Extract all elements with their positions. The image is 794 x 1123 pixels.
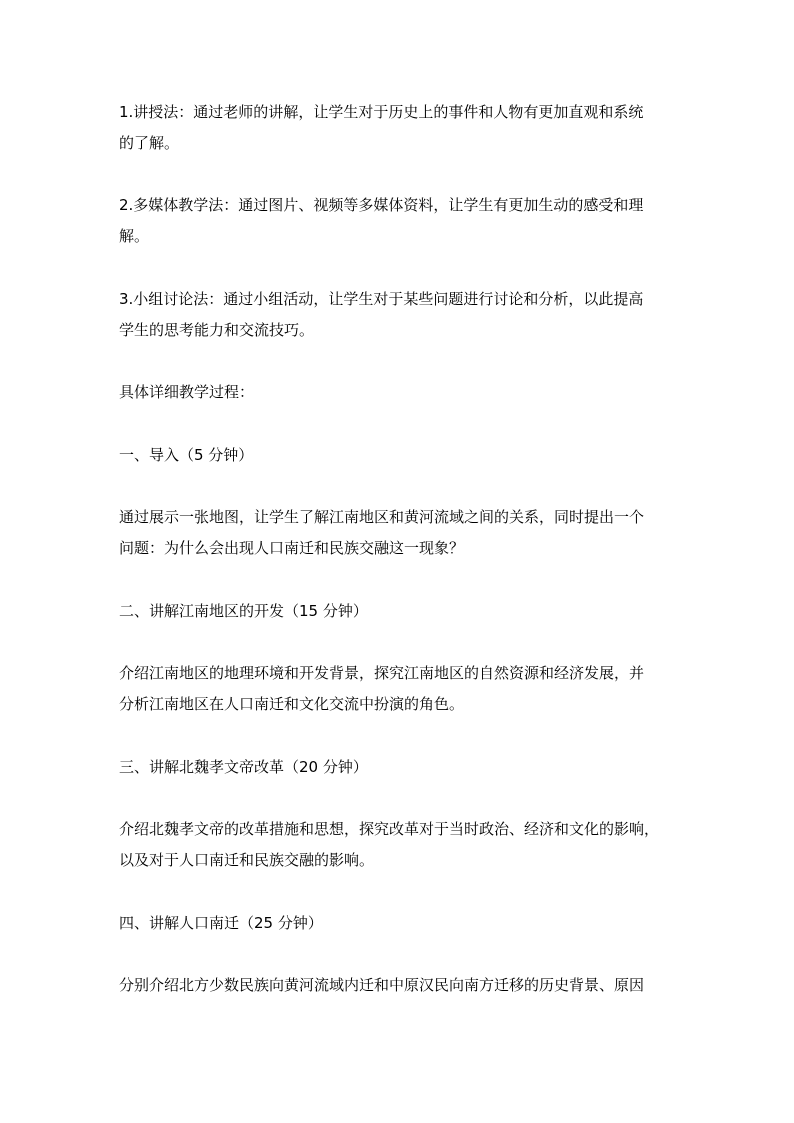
section-2-body xyxy=(119,658,679,720)
paragraph-line: 介绍北魏孝文帝的改革措施和思想，探究改革对于当时政治、经济和文化的影响， xyxy=(119,820,660,838)
paragraph-line: 3.小组讨论法：通过小组活动，让学生对于某些问题进行讨论和分析，以此提高 xyxy=(119,290,644,308)
paragraph-line: 分析江南地区在人口南迁和文化交流中扮演的角色。 xyxy=(119,695,465,713)
section-1-body xyxy=(119,502,679,564)
paragraph-line: 的了解。 xyxy=(119,134,180,152)
paragraph-method-1 xyxy=(119,97,679,159)
heading-line: 具体详细教学过程： xyxy=(119,383,255,401)
paragraph-line: 解。 xyxy=(119,227,150,245)
paragraph-line: 2.多媒体教学法：通过图片、视频等多媒体资料，让学生有更加生动的感受和理 xyxy=(119,196,644,214)
paragraph-line: 问题：为什么会出现人口南迁和民族交融这一现象？ xyxy=(119,539,465,557)
section-4-heading xyxy=(119,908,679,939)
heading-line: 四、讲解人口南迁（25 分钟） xyxy=(119,914,323,932)
paragraph-line: 1.讲授法：通过老师的讲解，让学生对于历史上的事件和人物有更加直观和系统 xyxy=(119,103,644,121)
heading-line: 一、导入（5 分钟） xyxy=(119,446,254,464)
paragraph-line: 学生的思考能力和交流技巧。 xyxy=(119,321,315,339)
section-3-heading xyxy=(119,752,679,783)
paragraph-method-2 xyxy=(119,190,679,252)
heading-line: 二、讲解江南地区的开发（15 分钟） xyxy=(119,602,368,620)
paragraph-line: 通过展示一张地图，让学生了解江南地区和黄河流域之间的关系，同时提出一个 xyxy=(119,508,645,526)
section-3-body xyxy=(119,814,679,876)
section-2-heading xyxy=(119,596,679,627)
paragraph-method-3 xyxy=(119,284,679,346)
paragraph-line: 介绍江南地区的地理环境和开发背景，探究江南地区的自然资源和经济发展，并 xyxy=(119,664,645,682)
heading-line: 三、讲解北魏孝文帝改革（20 分钟） xyxy=(119,758,368,776)
section-4-body xyxy=(119,970,679,1001)
process-heading xyxy=(119,377,679,408)
paragraph-line: 以及对于人口南迁和民族交融的影响。 xyxy=(119,851,375,869)
paragraph-line: 分别介绍北方少数民族向黄河流域内迁和中原汉民向南方迁移的历史背景、原因 xyxy=(119,976,645,994)
section-1-heading xyxy=(119,440,679,471)
